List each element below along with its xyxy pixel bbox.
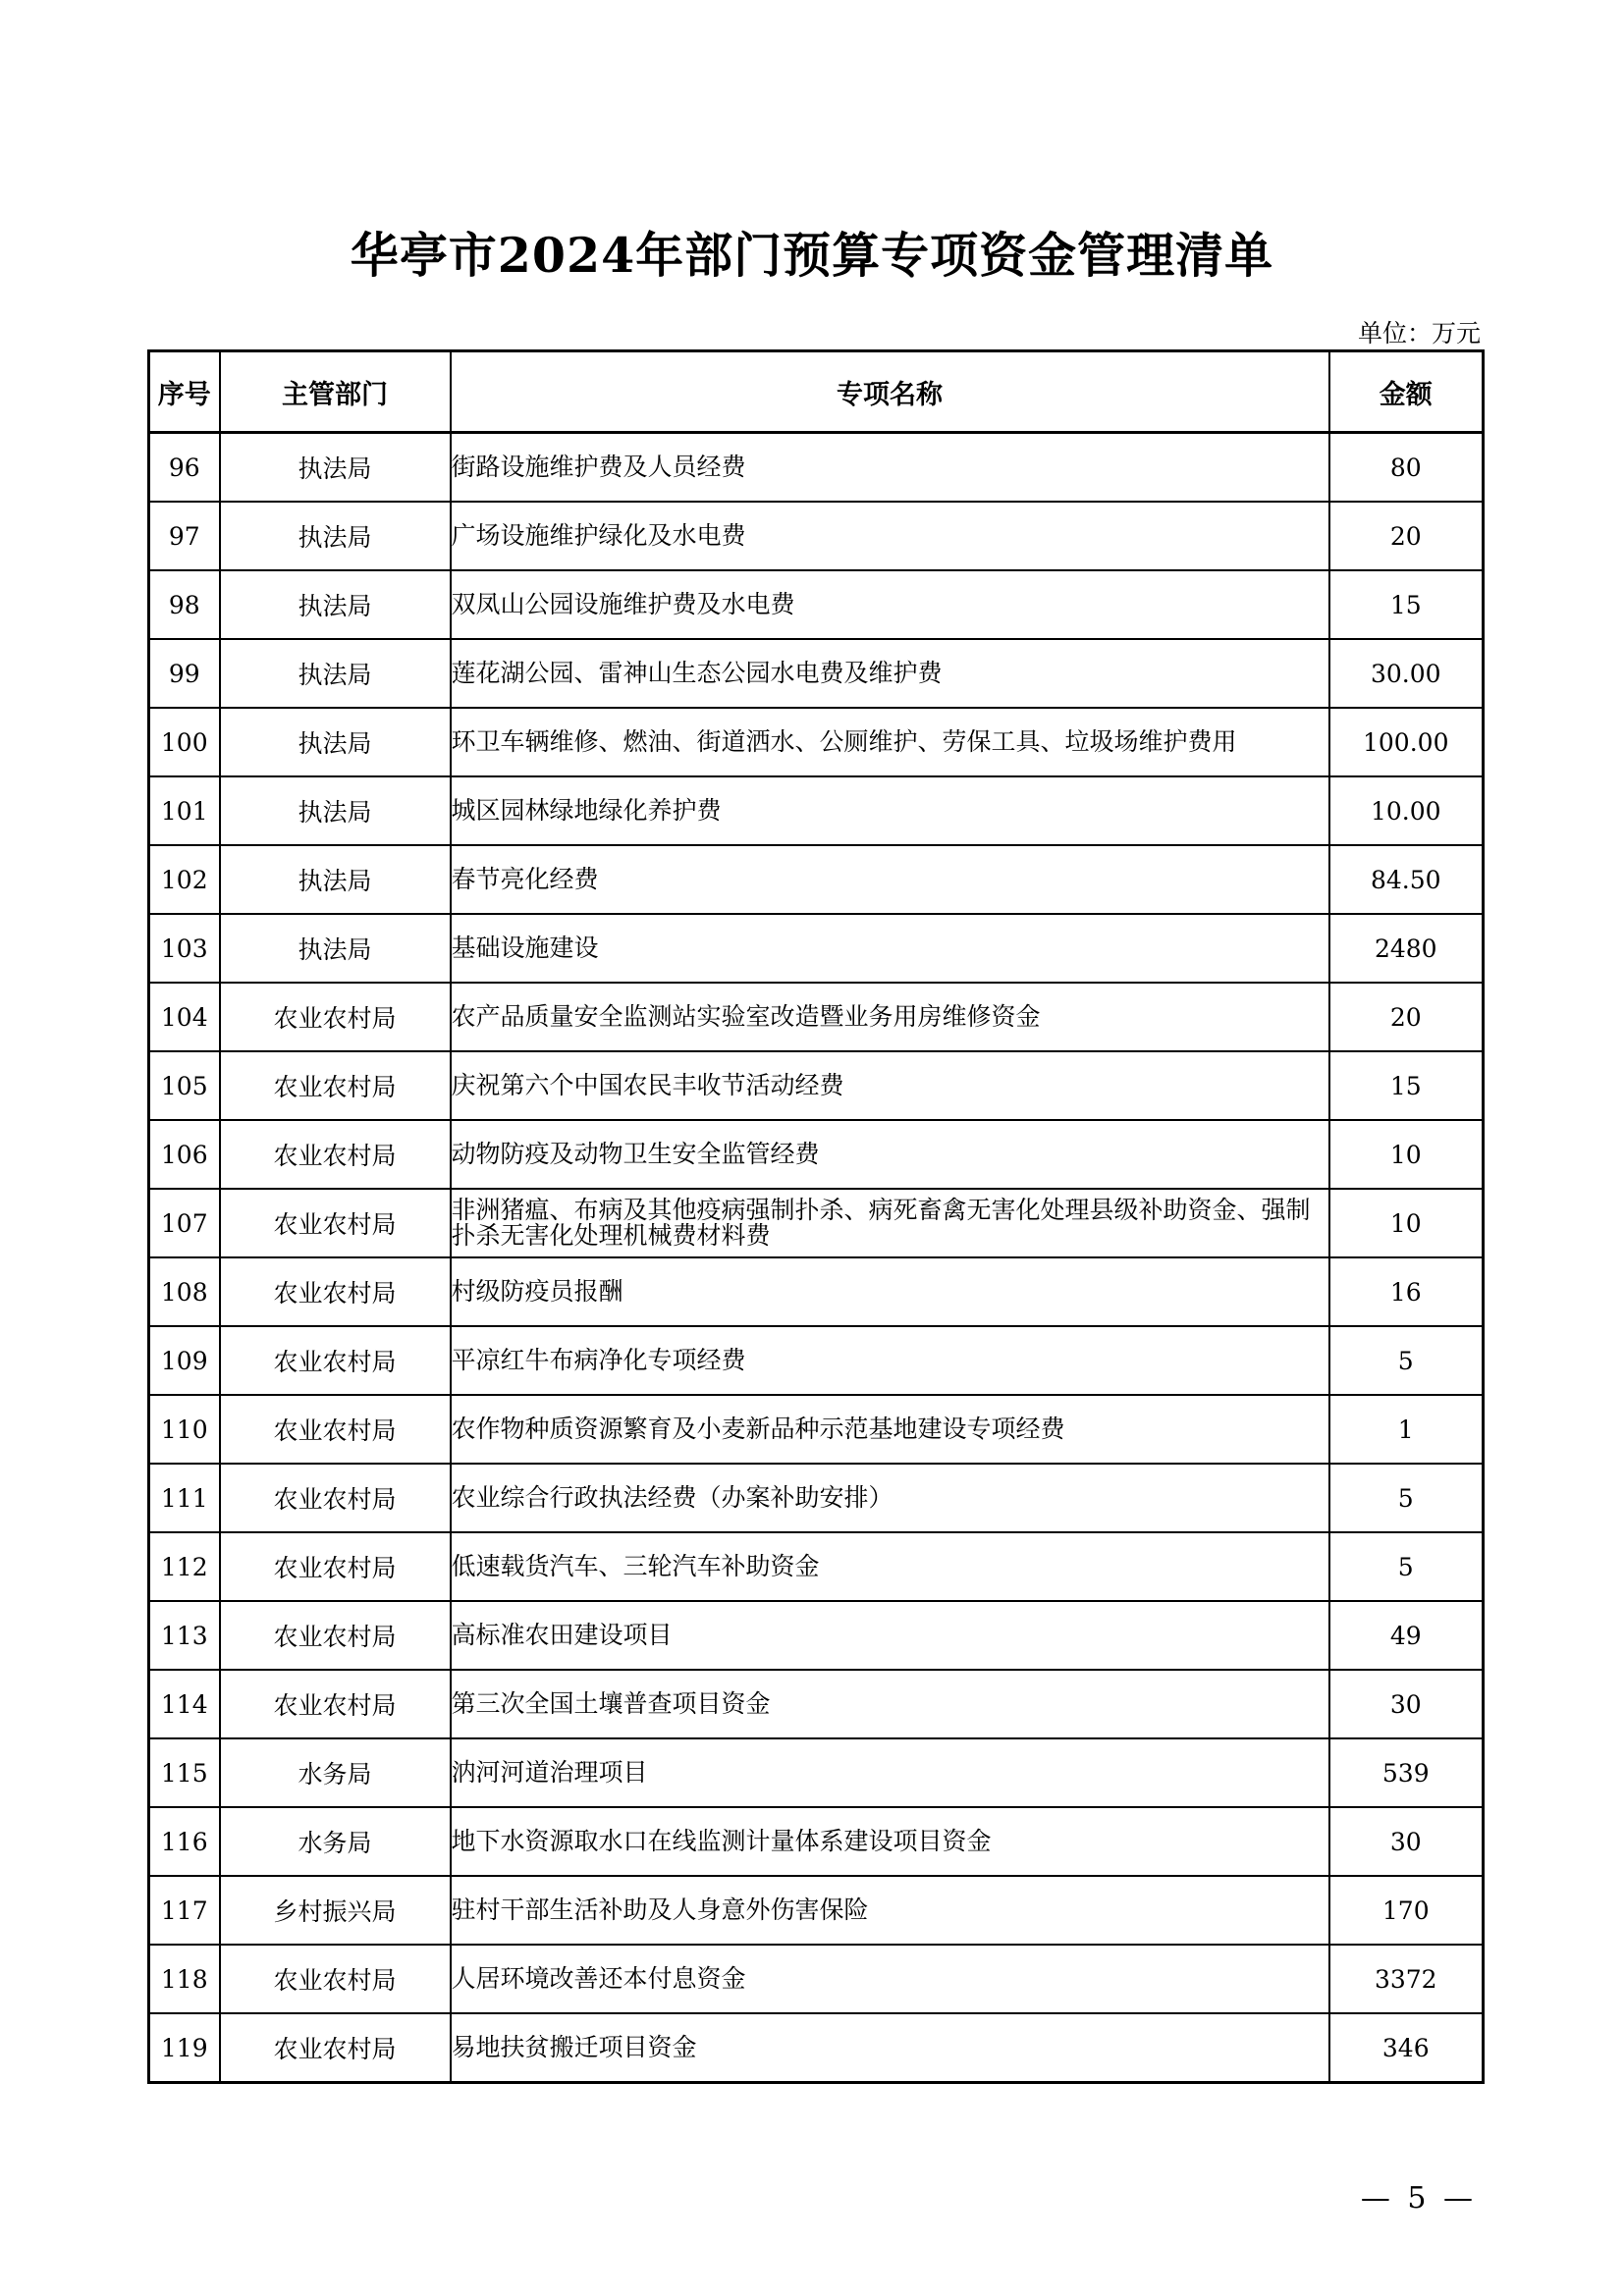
cell-amount: 10.00 bbox=[1329, 776, 1484, 845]
cell-department: 农业农村局 bbox=[220, 1326, 451, 1395]
cell-index: 108 bbox=[149, 1257, 220, 1326]
cell-index: 118 bbox=[149, 1945, 220, 2013]
cell-index: 103 bbox=[149, 914, 220, 983]
cell-item-name: 庆祝第六个中国农民丰收节活动经费 bbox=[451, 1051, 1329, 1120]
table-row bbox=[149, 1051, 1484, 1120]
cell-item-name: 春节亮化经费 bbox=[451, 845, 1329, 914]
cell-amount: 100.00 bbox=[1329, 708, 1484, 776]
cell-amount: 30 bbox=[1329, 1807, 1484, 1876]
cell-index: 115 bbox=[149, 1738, 220, 1807]
cell-index: 112 bbox=[149, 1532, 220, 1601]
cell-item-name: 双凤山公园设施维护费及水电费 bbox=[451, 570, 1329, 639]
cell-index: 97 bbox=[149, 502, 220, 570]
cell-department: 执法局 bbox=[220, 776, 451, 845]
cell-index: 99 bbox=[149, 639, 220, 708]
table-row bbox=[149, 708, 1484, 776]
header-index: 序号 bbox=[149, 351, 220, 433]
table-row bbox=[149, 1670, 1484, 1738]
table-row bbox=[149, 1395, 1484, 1464]
cell-item-name: 动物防疫及动物卫生安全监管经费 bbox=[451, 1120, 1329, 1189]
cell-index: 117 bbox=[149, 1876, 220, 1945]
cell-index: 100 bbox=[149, 708, 220, 776]
cell-item-name: 城区园林绿地绿化养护费 bbox=[451, 776, 1329, 845]
cell-amount: 30 bbox=[1329, 1670, 1484, 1738]
cell-amount: 2480 bbox=[1329, 914, 1484, 983]
cell-item-name: 农作物种质资源繁育及小麦新品种示范基地建设专项经费 bbox=[451, 1395, 1329, 1464]
page-number: — 5 — bbox=[1360, 2181, 1477, 2216]
cell-department: 乡村振兴局 bbox=[220, 1876, 451, 1945]
cell-department: 农业农村局 bbox=[220, 983, 451, 1051]
cell-department: 执法局 bbox=[220, 639, 451, 708]
cell-department: 执法局 bbox=[220, 708, 451, 776]
cell-department: 执法局 bbox=[220, 845, 451, 914]
cell-index: 98 bbox=[149, 570, 220, 639]
cell-index: 114 bbox=[149, 1670, 220, 1738]
cell-department: 农业农村局 bbox=[220, 1464, 451, 1532]
table-row bbox=[149, 639, 1484, 708]
cell-amount: 3372 bbox=[1329, 1945, 1484, 2013]
cell-index: 101 bbox=[149, 776, 220, 845]
header-amount: 金额 bbox=[1329, 351, 1484, 433]
cell-index: 105 bbox=[149, 1051, 220, 1120]
table-row bbox=[149, 845, 1484, 914]
cell-item-name: 第三次全国土壤普查项目资金 bbox=[451, 1670, 1329, 1738]
cell-department: 执法局 bbox=[220, 914, 451, 983]
cell-item-name: 地下水资源取水口在线监测计量体系建设项目资金 bbox=[451, 1807, 1329, 1876]
table-row bbox=[149, 1807, 1484, 1876]
cell-item-name: 农业综合行政执法经费（办案补助安排） bbox=[451, 1464, 1329, 1532]
table-row bbox=[149, 1189, 1484, 1257]
table-row bbox=[149, 914, 1484, 983]
cell-index: 107 bbox=[149, 1189, 220, 1257]
cell-item-name: 非洲猪瘟、布病及其他疫病强制扑杀、病死畜禽无害化处理县级补助资金、强制扑杀无害化处理机械费材料费 bbox=[451, 1189, 1329, 1257]
cell-department: 农业农村局 bbox=[220, 1051, 451, 1120]
header-item-name: 专项名称 bbox=[451, 351, 1329, 433]
cell-item-name: 高标准农田建设项目 bbox=[451, 1601, 1329, 1670]
cell-amount: 30.00 bbox=[1329, 639, 1484, 708]
cell-item-name: 平凉红牛布病净化专项经费 bbox=[451, 1326, 1329, 1395]
cell-item-name: 易地扶贫搬迁项目资金 bbox=[451, 2013, 1329, 2083]
table-row bbox=[149, 983, 1484, 1051]
cell-item-name: 人居环境改善还本付息资金 bbox=[451, 1945, 1329, 2013]
table-row bbox=[149, 776, 1484, 845]
cell-item-name: 村级防疫员报酬 bbox=[451, 1257, 1329, 1326]
cell-department: 水务局 bbox=[220, 1807, 451, 1876]
cell-index: 110 bbox=[149, 1395, 220, 1464]
cell-index: 96 bbox=[149, 433, 220, 503]
cell-amount: 1 bbox=[1329, 1395, 1484, 1464]
table-row bbox=[149, 1601, 1484, 1670]
cell-amount: 20 bbox=[1329, 983, 1484, 1051]
cell-item-name: 莲花湖公园、雷神山生态公园水电费及维护费 bbox=[451, 639, 1329, 708]
cell-amount: 20 bbox=[1329, 502, 1484, 570]
cell-department: 农业农村局 bbox=[220, 1120, 451, 1189]
cell-index: 104 bbox=[149, 983, 220, 1051]
cell-amount: 16 bbox=[1329, 1257, 1484, 1326]
table-row bbox=[149, 1326, 1484, 1395]
cell-item-name: 汭河河道治理项目 bbox=[451, 1738, 1329, 1807]
table-header-row bbox=[149, 351, 1484, 433]
cell-amount: 346 bbox=[1329, 2013, 1484, 2083]
table-row bbox=[149, 502, 1484, 570]
cell-department: 执法局 bbox=[220, 433, 451, 503]
cell-amount: 170 bbox=[1329, 1876, 1484, 1945]
cell-amount: 80 bbox=[1329, 433, 1484, 503]
table-row bbox=[149, 570, 1484, 639]
cell-item-name: 基础设施建设 bbox=[451, 914, 1329, 983]
table-row bbox=[149, 1738, 1484, 1807]
cell-amount: 15 bbox=[1329, 570, 1484, 639]
cell-amount: 10 bbox=[1329, 1120, 1484, 1189]
cell-index: 119 bbox=[149, 2013, 220, 2083]
cell-department: 农业农村局 bbox=[220, 1670, 451, 1738]
table-row bbox=[149, 433, 1484, 503]
cell-department: 农业农村局 bbox=[220, 1601, 451, 1670]
cell-amount: 84.50 bbox=[1329, 845, 1484, 914]
unit-label: 单位：万元 bbox=[1357, 319, 1481, 347]
cell-index: 102 bbox=[149, 845, 220, 914]
cell-department: 农业农村局 bbox=[220, 2013, 451, 2083]
cell-department: 农业农村局 bbox=[220, 1395, 451, 1464]
cell-department: 农业农村局 bbox=[220, 1945, 451, 2013]
cell-item-name: 农产品质量安全监测站实验室改造暨业务用房维修资金 bbox=[451, 983, 1329, 1051]
table-row bbox=[149, 1120, 1484, 1189]
table-row bbox=[149, 2013, 1484, 2083]
page-title: 华亭市2024年部门预算专项资金管理清单 bbox=[350, 227, 1274, 284]
cell-index: 113 bbox=[149, 1601, 220, 1670]
table-row bbox=[149, 1257, 1484, 1326]
cell-index: 111 bbox=[149, 1464, 220, 1532]
cell-item-name: 驻村干部生活补助及人身意外伤害保险 bbox=[451, 1876, 1329, 1945]
cell-department: 执法局 bbox=[220, 502, 451, 570]
cell-amount: 5 bbox=[1329, 1464, 1484, 1532]
cell-department: 水务局 bbox=[220, 1738, 451, 1807]
cell-amount: 539 bbox=[1329, 1738, 1484, 1807]
cell-item-name: 广场设施维护绿化及水电费 bbox=[451, 502, 1329, 570]
table-row bbox=[149, 1876, 1484, 1945]
cell-index: 106 bbox=[149, 1120, 220, 1189]
cell-amount: 49 bbox=[1329, 1601, 1484, 1670]
header-department: 主管部门 bbox=[220, 351, 451, 433]
cell-amount: 5 bbox=[1329, 1532, 1484, 1601]
table-row bbox=[149, 1464, 1484, 1532]
cell-index: 116 bbox=[149, 1807, 220, 1876]
cell-amount: 10 bbox=[1329, 1189, 1484, 1257]
cell-department: 农业农村局 bbox=[220, 1257, 451, 1326]
table-row bbox=[149, 1532, 1484, 1601]
cell-item-name: 街路设施维护费及人员经费 bbox=[451, 433, 1329, 503]
cell-department: 执法局 bbox=[220, 570, 451, 639]
cell-department: 农业农村局 bbox=[220, 1532, 451, 1601]
cell-item-name: 环卫车辆维修、燃油、街道洒水、公厕维护、劳保工具、垃圾场维护费用 bbox=[451, 708, 1329, 776]
cell-item-name: 低速载货汽车、三轮汽车补助资金 bbox=[451, 1532, 1329, 1601]
cell-amount: 5 bbox=[1329, 1326, 1484, 1395]
cell-department: 农业农村局 bbox=[220, 1189, 451, 1257]
table-row bbox=[149, 1945, 1484, 2013]
budget-table bbox=[147, 349, 1485, 2084]
cell-index: 109 bbox=[149, 1326, 220, 1395]
cell-amount: 15 bbox=[1329, 1051, 1484, 1120]
